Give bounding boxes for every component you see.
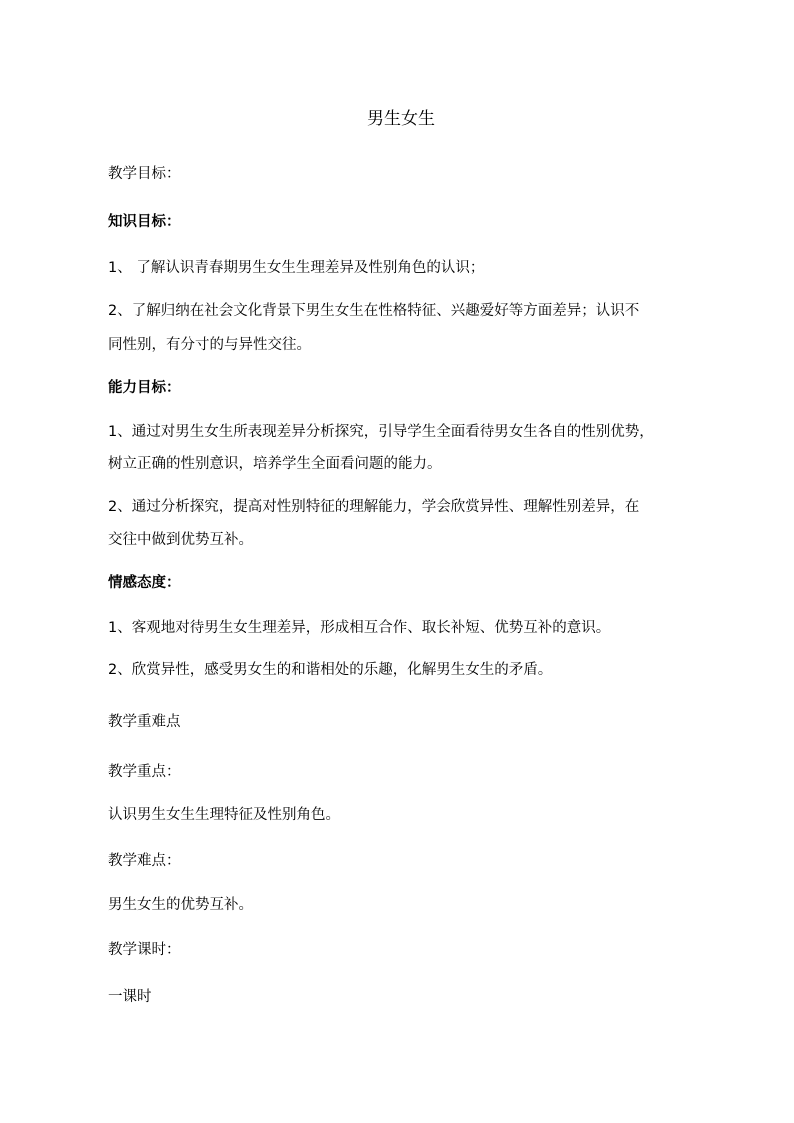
knowledge-goal-item-2-line-2: 同性别，有分寸的与异性交往。: [108, 337, 311, 353]
ability-goal-item-2-line-1: 2、通过分析探究，提高对性别特征的理解能力，学会欣赏异性、理解性别差异，在: [108, 499, 640, 515]
emotion-attitude-item-1: 1、客观地对待男生女生理差异，形成相互合作、取长补短、优势互补的意识。: [108, 620, 611, 636]
knowledge-goal-item-1: 1、 了解认识青春期男生女生生理差异及性别角色的认识；: [108, 260, 485, 276]
emotion-attitude-item-2: 2、欣赏异性，感受男女生的和谐相处的乐趣，化解男生女生的矛盾。: [108, 662, 553, 678]
difficulty-label: 教学难点：: [108, 853, 181, 869]
difficulty-text: 男生女生的优势互补。: [108, 897, 253, 913]
knowledge-goals-heading: 知识目标：: [108, 214, 181, 230]
ability-goal-item-1-line-2: 树立正确的性别意识，培养学生全面看问题的能力。: [108, 456, 442, 472]
key-point-text: 认识男生女生生理特征及性别角色。: [108, 807, 340, 823]
ability-goal-item-1-line-1: 1、通过对男生女生所表现差异分析探究，引导学生全面看待男女生各自的性别优势，: [108, 424, 654, 440]
emotion-attitude-heading: 情感态度：: [108, 575, 181, 591]
key-point-label: 教学重点：: [108, 764, 181, 780]
teaching-hours-label: 教学课时：: [108, 942, 181, 958]
knowledge-goal-item-2-line-1: 2、了解归纳在社会文化背景下男生女生在性格特征、兴趣爱好等方面差异；认识不: [108, 303, 640, 319]
ability-goals-heading: 能力目标：: [108, 380, 181, 396]
teaching-hours-text: 一课时: [108, 989, 152, 1005]
teaching-goals-heading: 教学目标：: [108, 166, 181, 182]
key-points-heading: 教学重难点: [108, 714, 181, 730]
ability-goal-item-2-line-2: 交往中做到优势互补。: [108, 532, 253, 548]
document-title: 男生女生: [367, 109, 435, 129]
